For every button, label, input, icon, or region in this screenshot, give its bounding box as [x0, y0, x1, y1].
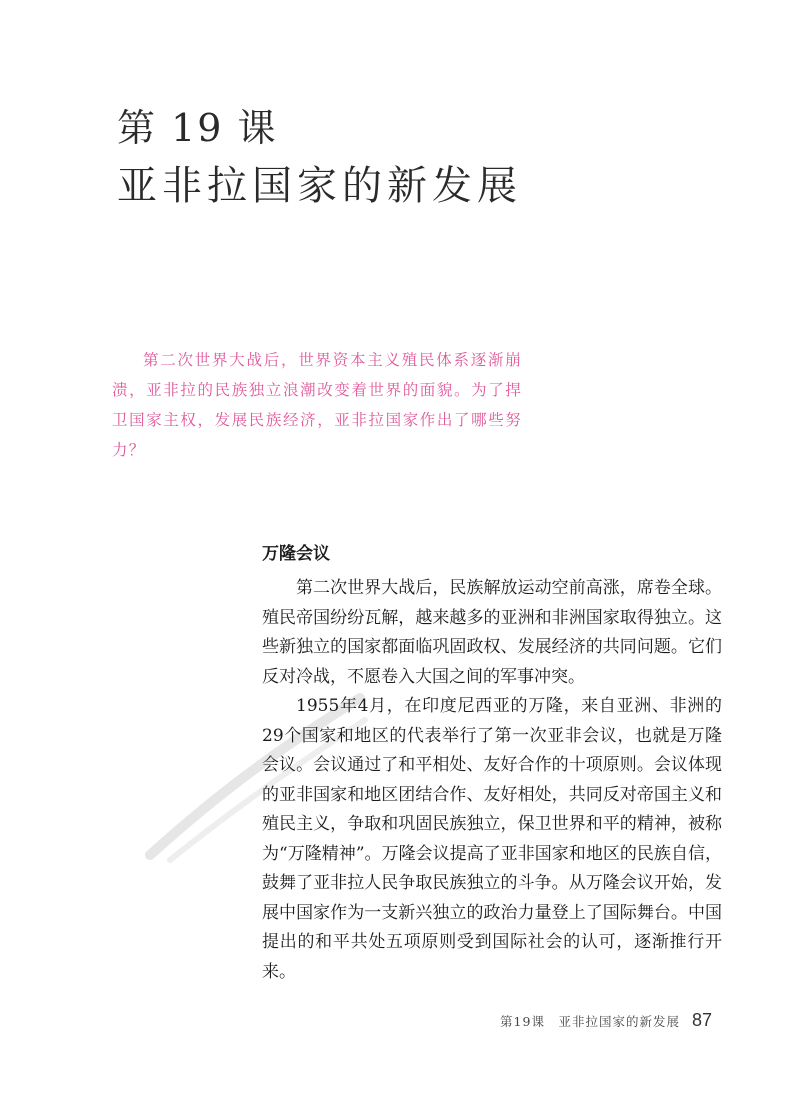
section-bandung-conference [262, 540, 722, 987]
intro-text: 第二次世界大战后，世界资本主义殖民体系逐渐崩溃，亚非拉的民族独立浪潮改变着世界的面貌。为了捍卫国家主权，发展民族经济，亚非拉国家作出了哪些努力？ [112, 351, 522, 459]
lesson-title [117, 100, 522, 216]
body-paragraph: 第二次世界大战后，民族解放运动空前高涨，席卷全球。殖民帝国纷纷瓦解，越来越多的亚洲和非洲国家取得独立。这些新独立的国家都面临巩固政权、发展经济的共同问题。它们反对冷战，不愿卷入大国之间的军事冲突。 [262, 578, 722, 687]
section-heading: 万隆会议 [262, 544, 330, 564]
lesson-name: 亚非拉国家的新发展 [117, 163, 522, 209]
page-footer [500, 1010, 712, 1031]
body-paragraph: 1955年4月，在印度尼西亚的万隆，来自亚洲、非洲的29个国家和地区的代表举行了第一次亚非会议，也就是万隆会议。会议通过了和平相处、友好合作的十项原则。会议体现的亚非国家和地区团结合作、友好相处，共同反对帝国主义和殖民主义，争取和巩固民族独立，保卫世界和平的精神，被称为“万隆精神”。万隆会议提高了亚非国家和地区的民族自信，鼓舞了亚非拉人民争取民族独立的斗争。从万隆会议开始，发展中国家作为一支新兴独立的政治力量登上了国际舞台。中国提出的和平共处五项原则受到国际社会的认可，逐渐推行开来。 [262, 696, 722, 982]
lesson-number: 第 19 课 [117, 106, 278, 150]
page-number: 87 [691, 1010, 712, 1030]
running-head: 第19课 亚非拉国家的新发展 [500, 1014, 680, 1029]
